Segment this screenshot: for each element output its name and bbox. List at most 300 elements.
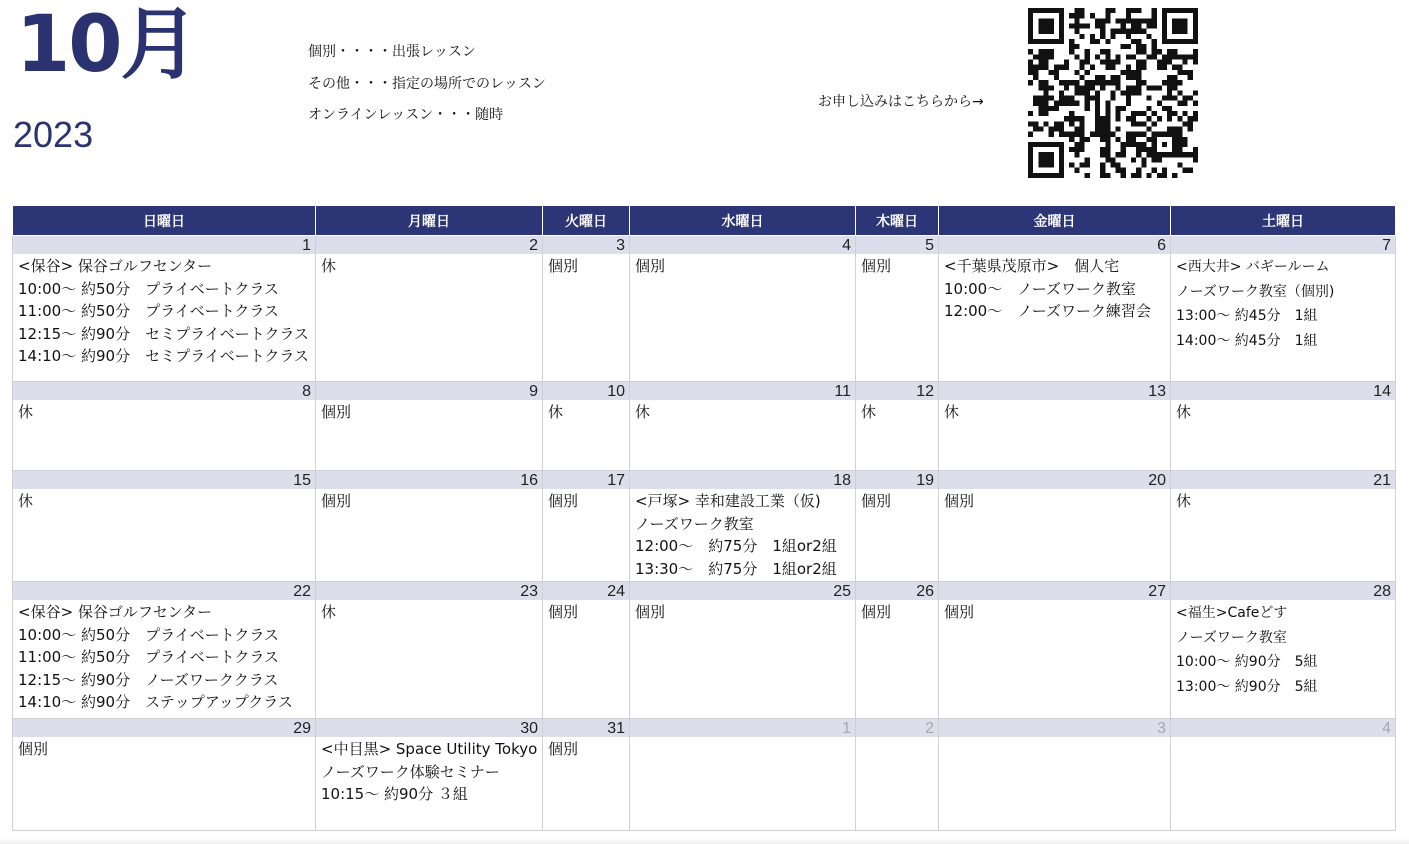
day-cell[interactable] — [1171, 236, 1396, 382]
qr-module — [1136, 70, 1141, 75]
day-cell[interactable] — [13, 582, 316, 719]
qr-module — [1126, 137, 1131, 142]
day-number: 4 — [630, 236, 855, 254]
qr-module — [1183, 142, 1188, 147]
day-cell[interactable] — [630, 719, 856, 831]
qr-module — [1157, 60, 1162, 65]
qr-module — [1038, 60, 1043, 65]
qr-module — [1074, 54, 1079, 59]
weekday-mon: 月曜日 — [316, 206, 543, 236]
qr-module — [1043, 39, 1048, 44]
qr-module — [1157, 157, 1162, 162]
qr-module — [1183, 39, 1188, 44]
qr-module — [1131, 54, 1136, 59]
qr-module — [1126, 96, 1131, 101]
day-cell[interactable] — [630, 582, 856, 719]
qr-module — [1141, 121, 1146, 126]
qr-module — [1131, 137, 1136, 142]
qr-module — [1183, 96, 1188, 101]
qr-module — [1033, 121, 1038, 126]
day-number: 6 — [939, 236, 1170, 254]
qr-module — [1074, 152, 1079, 157]
qr-module — [1177, 101, 1182, 106]
qr-module — [1028, 49, 1033, 54]
day-cell[interactable] — [13, 719, 316, 831]
qr-module — [1080, 137, 1085, 142]
qr-module — [1162, 8, 1167, 13]
qr-module — [1064, 116, 1069, 121]
event-line: 休 — [1176, 492, 1192, 510]
qr-module — [1172, 8, 1177, 13]
qr-module — [1100, 60, 1105, 65]
qr-module — [1043, 8, 1048, 13]
event-list — [13, 489, 315, 513]
qr-module — [1069, 101, 1074, 106]
qr-module — [1080, 34, 1085, 39]
qr-module — [1049, 18, 1054, 23]
qr-module — [1038, 152, 1043, 157]
qr-module — [1100, 168, 1105, 173]
qr-module — [1049, 85, 1054, 90]
qr-module — [1033, 75, 1038, 80]
qr-module — [1193, 13, 1198, 18]
qr-module — [1110, 163, 1115, 168]
qr-module — [1095, 116, 1100, 121]
day-cell[interactable] — [630, 236, 856, 382]
day-number: 7 — [1171, 236, 1395, 254]
qr-module — [1116, 106, 1121, 111]
qr-module — [1152, 23, 1157, 28]
event-list — [630, 600, 855, 624]
qr-module — [1038, 106, 1043, 111]
qr-module — [1049, 70, 1054, 75]
event-list — [630, 489, 855, 580]
qr-module — [1038, 142, 1043, 147]
qr-module — [1054, 75, 1059, 80]
day-cell[interactable] — [543, 582, 630, 719]
qr-module — [1177, 80, 1182, 85]
qr-module — [1059, 23, 1064, 28]
qr-module — [1136, 65, 1141, 70]
qr-module — [1080, 142, 1085, 147]
event-line: 個別 — [18, 740, 49, 758]
day-cell[interactable] — [630, 471, 856, 582]
qr-module — [1172, 137, 1177, 142]
qr-module — [1049, 39, 1054, 44]
qr-module — [1049, 49, 1054, 54]
qr-module — [1126, 132, 1131, 137]
qr-module — [1146, 85, 1151, 90]
qr-module — [1105, 39, 1110, 44]
qr-module — [1028, 121, 1033, 126]
qr-module — [1038, 111, 1043, 116]
qr-module — [1080, 13, 1085, 18]
calendar-body — [13, 236, 1396, 831]
qr-module — [1172, 49, 1177, 54]
day-number: 31 — [543, 719, 629, 737]
qr-module — [1121, 44, 1126, 49]
qr-module — [1105, 157, 1110, 162]
qr-module — [1183, 60, 1188, 65]
qr-module — [1038, 65, 1043, 70]
qr-module — [1183, 168, 1188, 173]
qr-module — [1162, 34, 1167, 39]
qr-module — [1064, 65, 1069, 70]
qr-module — [1131, 121, 1136, 126]
qr-module — [1085, 173, 1090, 178]
day-number: 15 — [13, 471, 315, 489]
day-cell[interactable] — [1171, 382, 1396, 471]
day-cell[interactable] — [316, 719, 543, 831]
qr-module — [1116, 80, 1121, 85]
qr-module — [1100, 147, 1105, 152]
event-list — [1171, 254, 1395, 353]
qr-module — [1136, 142, 1141, 147]
qr-module — [1110, 75, 1115, 80]
day-cell[interactable] — [13, 382, 316, 471]
qr-module — [1136, 147, 1141, 152]
event-list — [13, 254, 315, 368]
event-line: 個別 — [944, 603, 975, 621]
event-line: 個別 — [548, 492, 579, 510]
qr-module — [1121, 106, 1126, 111]
qr-module — [1167, 132, 1172, 137]
day-cell[interactable] — [856, 719, 939, 831]
event-line: 個別 — [944, 492, 975, 510]
event-list — [856, 489, 938, 513]
qr-module — [1167, 54, 1172, 59]
qr-module — [1064, 85, 1069, 90]
event-list — [543, 489, 629, 513]
event-list — [939, 737, 1170, 738]
event-list — [1171, 400, 1395, 424]
day-cell[interactable] — [856, 382, 939, 471]
qr-module — [1152, 13, 1157, 18]
qr-module — [1080, 85, 1085, 90]
qr-module — [1126, 13, 1131, 18]
qr-module — [1162, 39, 1167, 44]
qr-module — [1183, 29, 1188, 34]
day-cell[interactable] — [13, 471, 316, 582]
qr-module — [1038, 101, 1043, 106]
qr-module — [1162, 60, 1167, 65]
qr-module — [1177, 147, 1182, 152]
qr-module — [1162, 152, 1167, 157]
event-line: 12:15〜 約90分 ノーズワーククラス — [18, 670, 279, 689]
qr-module — [1059, 18, 1064, 23]
qr-module — [1038, 54, 1043, 59]
qr-module — [1172, 173, 1177, 178]
qr-module — [1121, 23, 1126, 28]
qr-module — [1183, 137, 1188, 142]
week-row — [13, 382, 1396, 471]
day-cell[interactable] — [316, 236, 543, 382]
qr-module — [1172, 147, 1177, 152]
event-line: 11:00〜 約50分 プライベートクラス — [18, 302, 279, 320]
event-line: <西大井> バギールーム — [1176, 259, 1330, 275]
qr-module — [1157, 132, 1162, 137]
qr-module — [1074, 70, 1079, 75]
day-number: 24 — [543, 582, 629, 600]
qr-module — [1110, 34, 1115, 39]
qr-module — [1105, 121, 1110, 126]
qr-module — [1105, 60, 1110, 65]
qr-module — [1074, 44, 1079, 49]
week-row — [13, 236, 1396, 382]
qr-module — [1064, 80, 1069, 85]
qr-module — [1116, 111, 1121, 116]
qr-module — [1167, 90, 1172, 95]
event-line: <福生>Cafeどす — [1176, 605, 1288, 621]
qr-module — [1126, 116, 1131, 121]
day-cell[interactable] — [856, 471, 939, 582]
qr-module — [1146, 23, 1151, 28]
qr-module — [1141, 132, 1146, 137]
qr-module — [1116, 137, 1121, 142]
qr-module — [1146, 106, 1151, 111]
qr-module — [1064, 132, 1069, 137]
day-number: 3 — [939, 719, 1170, 737]
qr-module — [1141, 60, 1146, 65]
event-line: 11:00〜 約50分 プライベートクラス — [18, 648, 279, 666]
qr-module — [1136, 18, 1141, 23]
qr-module — [1105, 8, 1110, 13]
day-number: 8 — [13, 382, 315, 400]
qr-module — [1059, 168, 1064, 173]
qr-module — [1095, 132, 1100, 137]
qr-module — [1074, 85, 1079, 90]
qr-module — [1080, 132, 1085, 137]
qr-module — [1177, 126, 1182, 131]
qr-module — [1121, 147, 1126, 152]
qr-module — [1043, 90, 1048, 95]
qr-module — [1074, 132, 1079, 137]
day-number: 1 — [13, 236, 315, 254]
day-cell[interactable] — [939, 382, 1171, 471]
day-number: 17 — [543, 471, 629, 489]
qr-module — [1080, 147, 1085, 152]
day-cell[interactable] — [856, 582, 939, 719]
qr-module — [1090, 13, 1095, 18]
qr-module — [1085, 90, 1090, 95]
day-cell[interactable] — [1171, 471, 1396, 582]
qr-module — [1116, 29, 1121, 34]
qr-module — [1177, 70, 1182, 75]
qr-module — [1105, 49, 1110, 54]
qr-module — [1085, 85, 1090, 90]
qr-module — [1116, 168, 1121, 173]
weekday-header-row — [13, 206, 1396, 236]
qr-module — [1193, 49, 1198, 54]
qr-module — [1095, 126, 1100, 131]
qr-module — [1043, 163, 1048, 168]
day-cell[interactable] — [543, 719, 630, 831]
qr-module — [1193, 23, 1198, 28]
qr-module — [1085, 60, 1090, 65]
qr-module — [1105, 132, 1110, 137]
qr-module — [1080, 23, 1085, 28]
qr-module — [1069, 116, 1074, 121]
qr-module — [1193, 54, 1198, 59]
day-cell[interactable] — [543, 382, 630, 471]
qr-module — [1028, 111, 1033, 116]
qr-module — [1146, 173, 1151, 178]
qr-module — [1059, 142, 1064, 147]
qr-module — [1152, 168, 1157, 173]
day-number: 18 — [630, 471, 855, 489]
qr-module — [1043, 80, 1048, 85]
event-list — [543, 254, 629, 278]
calendar-table — [12, 206, 1396, 831]
qr-module — [1069, 39, 1074, 44]
event-list — [856, 254, 938, 278]
event-line: ノーズワーク教室 — [635, 514, 754, 533]
day-number: 5 — [856, 236, 938, 254]
day-cell[interactable] — [316, 582, 543, 719]
qr-module — [1121, 90, 1126, 95]
qr-module — [1080, 8, 1085, 13]
event-line: 10:15〜 約90分 ３組 — [321, 785, 468, 803]
week-row — [13, 582, 1396, 719]
qr-module — [1167, 152, 1172, 157]
weekday-fri: 金曜日 — [939, 206, 1171, 236]
qr-module — [1146, 96, 1151, 101]
qr-module — [1105, 111, 1110, 116]
qr-module — [1059, 147, 1064, 152]
qr-module — [1172, 142, 1177, 147]
qr-module — [1152, 39, 1157, 44]
qr-module — [1074, 101, 1079, 106]
qr-module — [1028, 80, 1033, 85]
day-cell[interactable] — [939, 719, 1171, 831]
weekday-tue: 火曜日 — [543, 206, 630, 236]
qr-module — [1177, 137, 1182, 142]
qr-module — [1049, 23, 1054, 28]
weekday-wed: 水曜日 — [630, 206, 856, 236]
day-cell[interactable] — [1171, 582, 1396, 719]
qr-module — [1095, 23, 1100, 28]
event-line: ノーズワーク教室（個別) — [1176, 283, 1335, 300]
qr-module — [1152, 111, 1157, 116]
event-line: <千葉県茂原市> 個人宅 — [944, 257, 1120, 275]
qr-module — [1105, 54, 1110, 59]
day-number: 14 — [1171, 382, 1395, 400]
qr-module — [1110, 60, 1115, 65]
qr-module — [1141, 142, 1146, 147]
qr-code[interactable] — [1028, 8, 1198, 178]
qr-module — [1136, 121, 1141, 126]
qr-module — [1069, 13, 1074, 18]
day-cell[interactable] — [316, 382, 543, 471]
qr-module — [1054, 126, 1059, 131]
qr-module — [1095, 18, 1100, 23]
day-cell[interactable] — [543, 236, 630, 382]
day-cell[interactable] — [13, 236, 316, 382]
qr-module — [1188, 96, 1193, 101]
qr-module — [1059, 8, 1064, 13]
qr-module — [1126, 29, 1131, 34]
day-number: 26 — [856, 582, 938, 600]
day-cell[interactable] — [939, 471, 1171, 582]
qr-module — [1183, 8, 1188, 13]
qr-module — [1131, 157, 1136, 162]
qr-module — [1074, 126, 1079, 131]
qr-module — [1038, 96, 1043, 101]
qr-module — [1183, 54, 1188, 59]
qr-module — [1059, 152, 1064, 157]
qr-module — [1193, 157, 1198, 162]
qr-module — [1136, 90, 1141, 95]
qr-module — [1141, 147, 1146, 152]
qr-module — [1131, 39, 1136, 44]
qr-module — [1193, 147, 1198, 152]
day-cell[interactable] — [939, 236, 1171, 382]
qr-module — [1100, 49, 1105, 54]
qr-module — [1110, 90, 1115, 95]
day-number: 16 — [316, 471, 542, 489]
qr-module — [1152, 121, 1157, 126]
qr-module — [1100, 23, 1105, 28]
qr-module — [1038, 18, 1043, 23]
qr-module — [1131, 8, 1136, 13]
event-line: 12:15〜 約90分 セミプライベートクラス — [18, 324, 309, 343]
qr-module — [1069, 163, 1074, 168]
qr-module — [1193, 39, 1198, 44]
qr-module — [1080, 163, 1085, 168]
day-cell[interactable] — [316, 471, 543, 582]
qr-module — [1049, 96, 1054, 101]
qr-module — [1100, 126, 1105, 131]
day-cell[interactable] — [630, 382, 856, 471]
qr-module — [1146, 54, 1151, 59]
event-list — [630, 400, 855, 424]
qr-module — [1033, 54, 1038, 59]
qr-module — [1172, 23, 1177, 28]
day-cell[interactable] — [939, 582, 1171, 719]
qr-module — [1074, 147, 1079, 152]
qr-module — [1059, 90, 1064, 95]
qr-module — [1069, 132, 1074, 137]
qr-module — [1085, 70, 1090, 75]
qr-module — [1028, 168, 1033, 173]
day-cell[interactable] — [1171, 719, 1396, 831]
qr-module — [1105, 65, 1110, 70]
event-line: 13:00〜 約45分 1組 — [1176, 308, 1318, 324]
qr-module — [1193, 29, 1198, 34]
qr-module — [1136, 132, 1141, 137]
qr-module — [1038, 80, 1043, 85]
qr-module — [1126, 142, 1131, 147]
qr-module — [1105, 13, 1110, 18]
day-cell[interactable] — [543, 471, 630, 582]
event-list — [316, 489, 542, 513]
qr-module — [1028, 163, 1033, 168]
qr-module — [1131, 70, 1136, 75]
event-line: 休 — [944, 403, 960, 421]
qr-module — [1146, 116, 1151, 121]
day-number: 13 — [939, 382, 1170, 400]
qr-module — [1152, 142, 1157, 147]
qr-module — [1121, 168, 1126, 173]
event-line: 10:00〜 約90分 5組 — [1176, 654, 1318, 670]
qr-module — [1193, 152, 1198, 157]
qr-module — [1193, 101, 1198, 106]
qr-module — [1152, 137, 1157, 142]
event-line: 14:10〜 約90分 セミプライベートクラス — [18, 347, 309, 365]
qr-module — [1167, 111, 1172, 116]
qr-module — [1043, 85, 1048, 90]
day-cell[interactable] — [856, 236, 939, 382]
